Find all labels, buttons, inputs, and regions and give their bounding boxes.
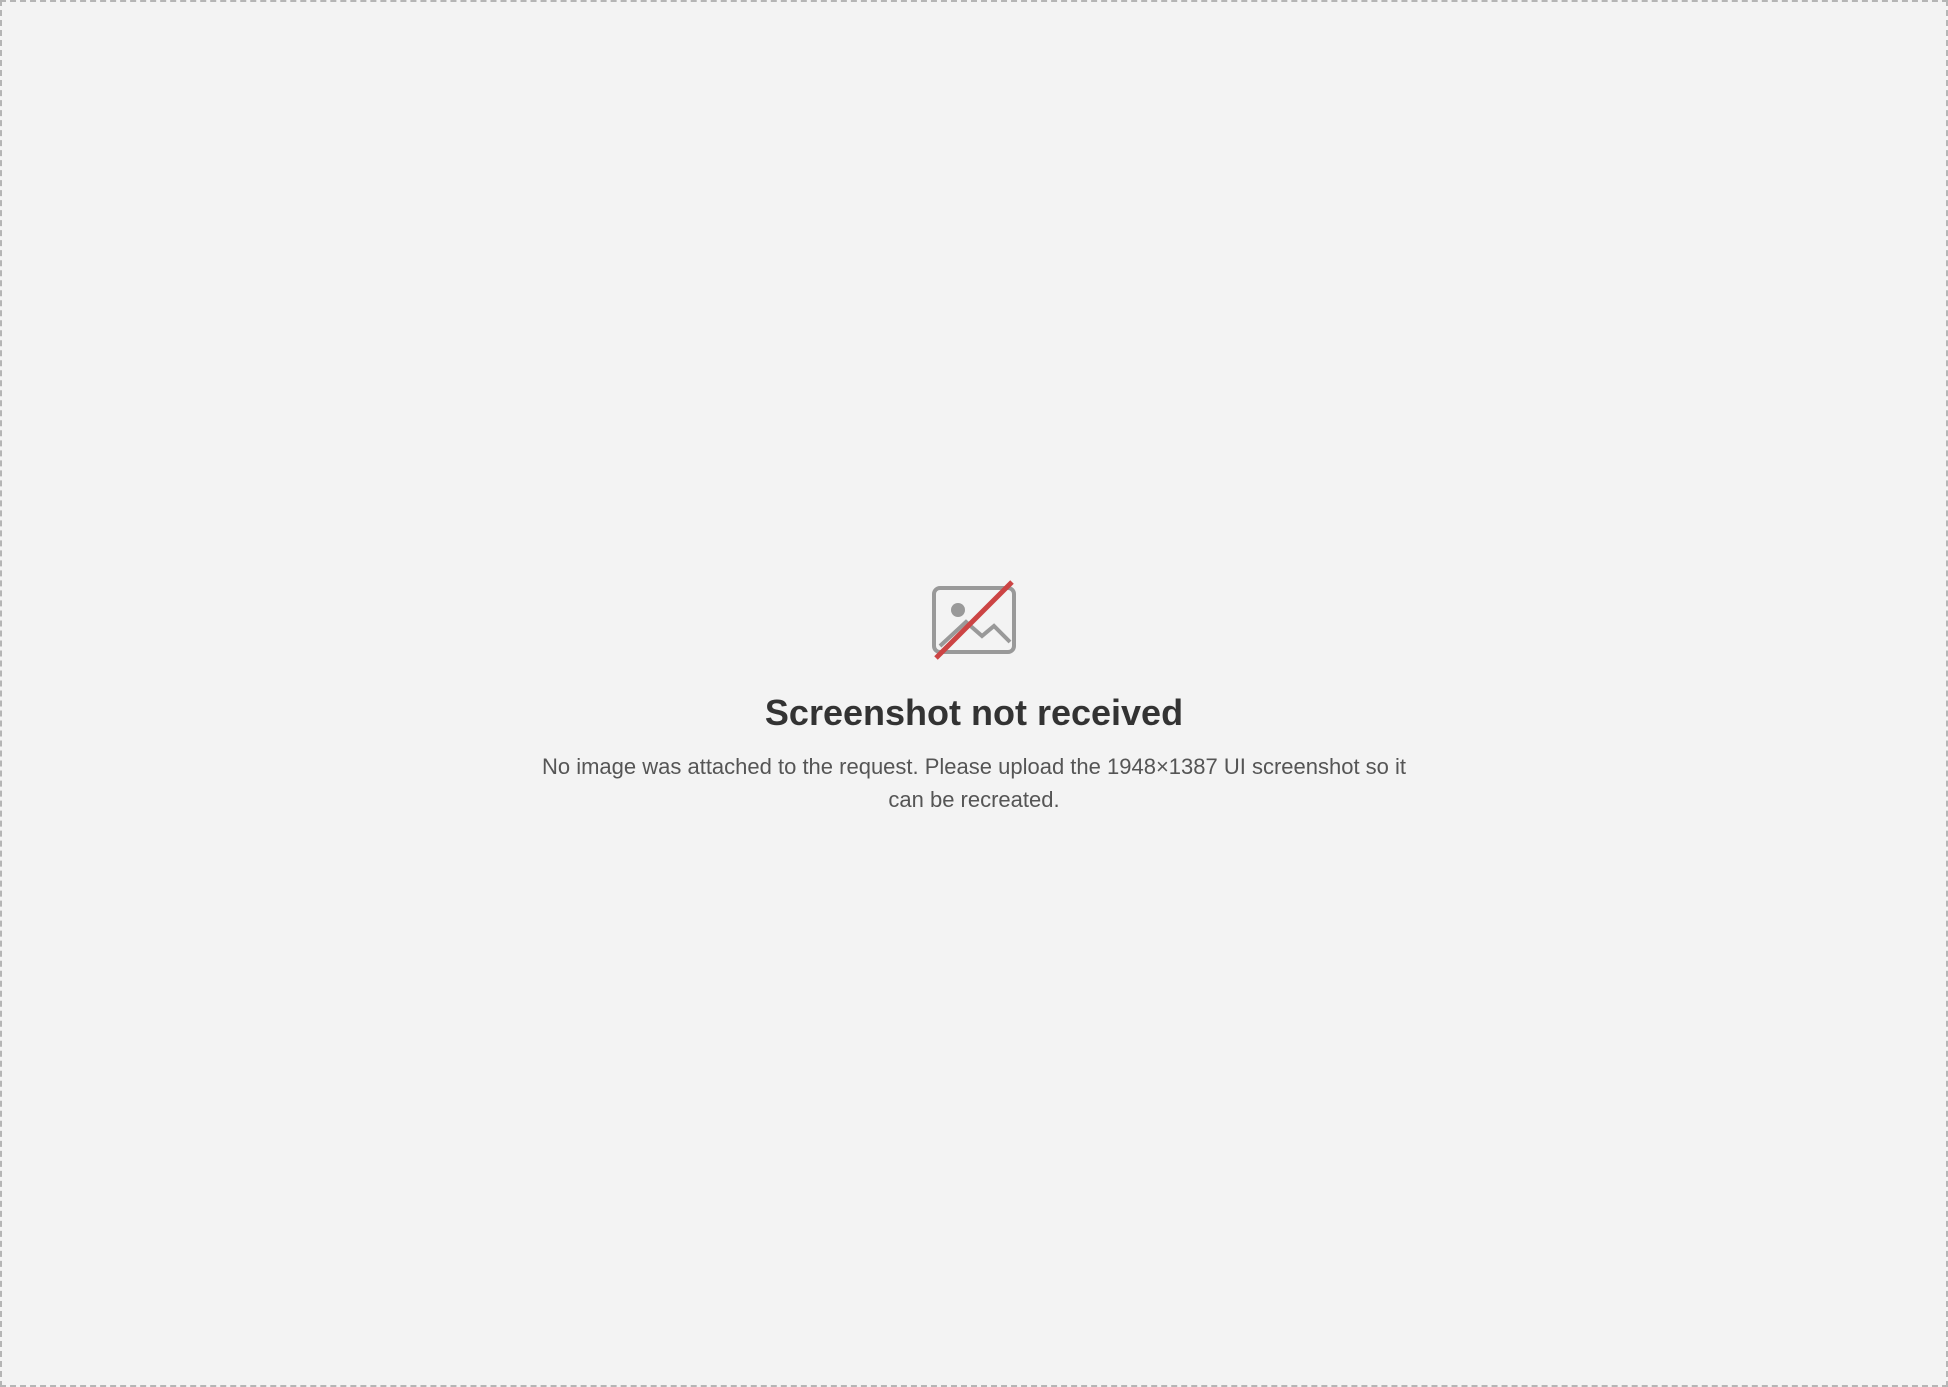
image-missing-icon [926, 572, 1022, 668]
notice-body: No image was attached to the request. Please upload the 1948×1387 UI screenshot so it can be recreated. [541, 753, 1407, 812]
notice-title: Screenshot not received [764, 691, 1184, 733]
missing-image-notice [524, 572, 1424, 816]
